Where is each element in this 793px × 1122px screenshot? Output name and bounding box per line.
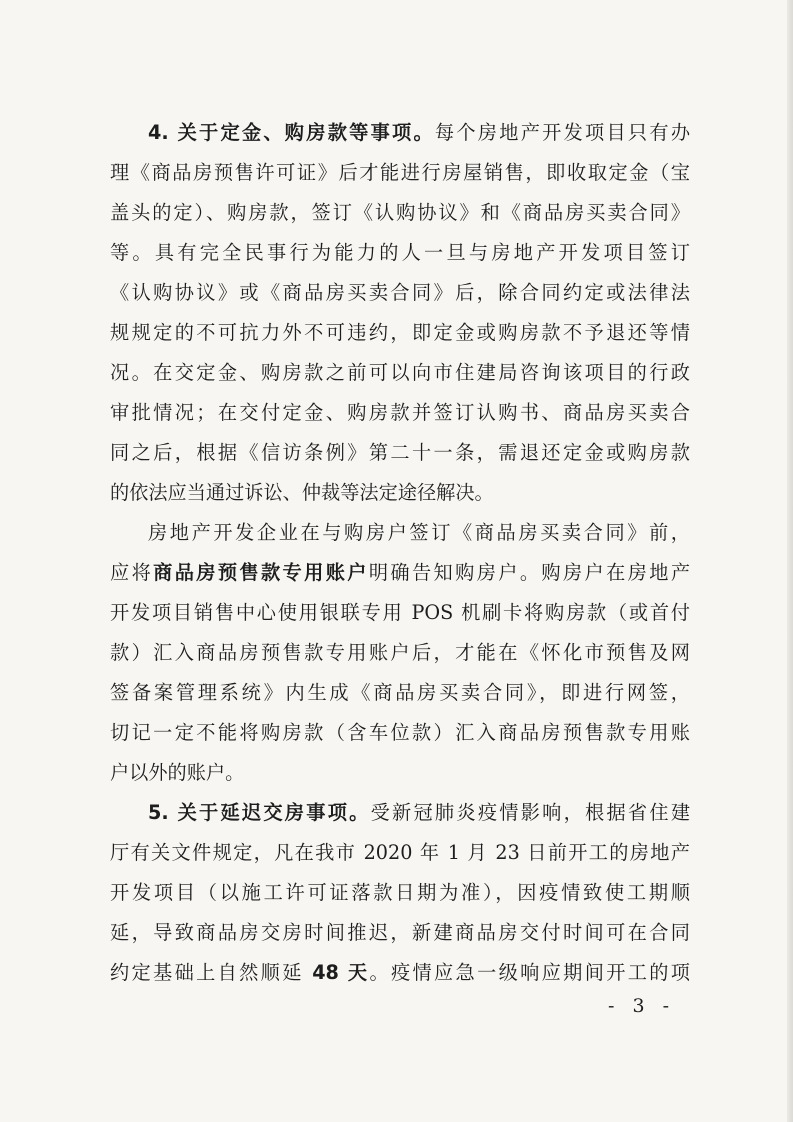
- line-text: 延，导致商品房交房时间推迟，新建商品房交付时间可在合同: [110, 921, 690, 944]
- text-line: [110, 633, 690, 673]
- text-line: [110, 593, 690, 633]
- text-line: [110, 153, 690, 193]
- line-text: 约定基础上自然顺延: [110, 961, 313, 984]
- line-text: 切记一定不能将购房款（含车位款）汇入商品房预售款专用账: [110, 721, 690, 744]
- line-text: 受新冠肺炎疫情影响，根据省住建: [370, 801, 690, 824]
- line-text: 况。在交定金、购房款之前可以向市住建局咨询该项目的行政: [110, 361, 690, 384]
- text-line: [110, 753, 690, 793]
- text-line: [148, 793, 690, 833]
- line-text: 《认购协议》或《商品房买卖合同》后，除合同约定或法律法: [110, 281, 690, 304]
- emphasis-text: 商品房预售款专用账户: [153, 561, 369, 584]
- text-line: [110, 553, 690, 593]
- line-text: 理《商品房预售许可证》后才能进行房屋销售，即收取定金（宝: [110, 161, 690, 184]
- section-heading: 5. 关于延迟交房事项。: [148, 801, 371, 824]
- text-line: [148, 113, 690, 153]
- scan-edge-shadow: [787, 0, 793, 1122]
- line-text: 明确告知购房户。购房户在房地产: [368, 561, 690, 584]
- line-text: 的依法应当通过诉讼、仲裁等法定途径解决。: [110, 481, 494, 504]
- text-line: [110, 833, 690, 873]
- text-line: [110, 313, 690, 353]
- line-text: 每个房地产开发项目只有办: [434, 121, 690, 144]
- text-line: [110, 273, 690, 313]
- text-line: [110, 193, 690, 233]
- line-text: 开发项目销售中心使用银联专用 POS 机刷卡将购房款（或首付: [110, 601, 690, 624]
- text-line: [110, 953, 690, 993]
- line-text: 等。具有完全民事行为能力的人一旦与房地产开发项目签订: [110, 241, 690, 264]
- text-line: [110, 353, 690, 393]
- line-text: 盖头的定）、购房款，签订《认购协议》和《商品房买卖合同》: [110, 201, 690, 224]
- text-line: [110, 873, 690, 913]
- text-line: [110, 473, 690, 513]
- text-line: [148, 513, 690, 553]
- text-line: [110, 673, 690, 713]
- line-text: 规规定的不可抗力外不可违约，即定金或购房款不予退还等情: [110, 321, 690, 344]
- text-line: [110, 393, 690, 433]
- text-line: [110, 713, 690, 753]
- section-heading: 4. 关于定金、购房款等事项。: [148, 121, 435, 144]
- line-text: 厅有关文件规定，凡在我市 2020 年 1 月 23 日前开工的房地产: [110, 841, 690, 864]
- line-text: 户以外的账户。: [110, 761, 245, 784]
- line-text: 开发项目（以施工许可证落款日期为准），因疫情致使工期顺: [110, 881, 690, 904]
- emphasis-text: 48 天: [312, 961, 370, 984]
- line-text: 。疫情应急一级响应期间开工的项: [369, 961, 690, 984]
- line-text: 签备案管理系统》内生成《商品房买卖合同》，即进行网签，: [110, 681, 690, 704]
- line-text: 应将: [110, 561, 154, 584]
- text-line: [110, 433, 690, 473]
- line-text: 房地产开发企业在与购房户签订《商品房买卖合同》前，: [148, 521, 690, 544]
- page-number: - 3 -: [607, 995, 675, 1017]
- line-text: 同之后，根据《信访条例》第二十一条，需退还定金或购房款: [110, 441, 690, 464]
- line-text: 审批情况；在交付定金、购房款并签订认购书、商品房买卖合: [110, 401, 690, 424]
- line-text: 款）汇入商品房预售款专用账户后，才能在《怀化市预售及网: [110, 641, 690, 664]
- text-line: [110, 233, 690, 273]
- text-line: [110, 913, 690, 953]
